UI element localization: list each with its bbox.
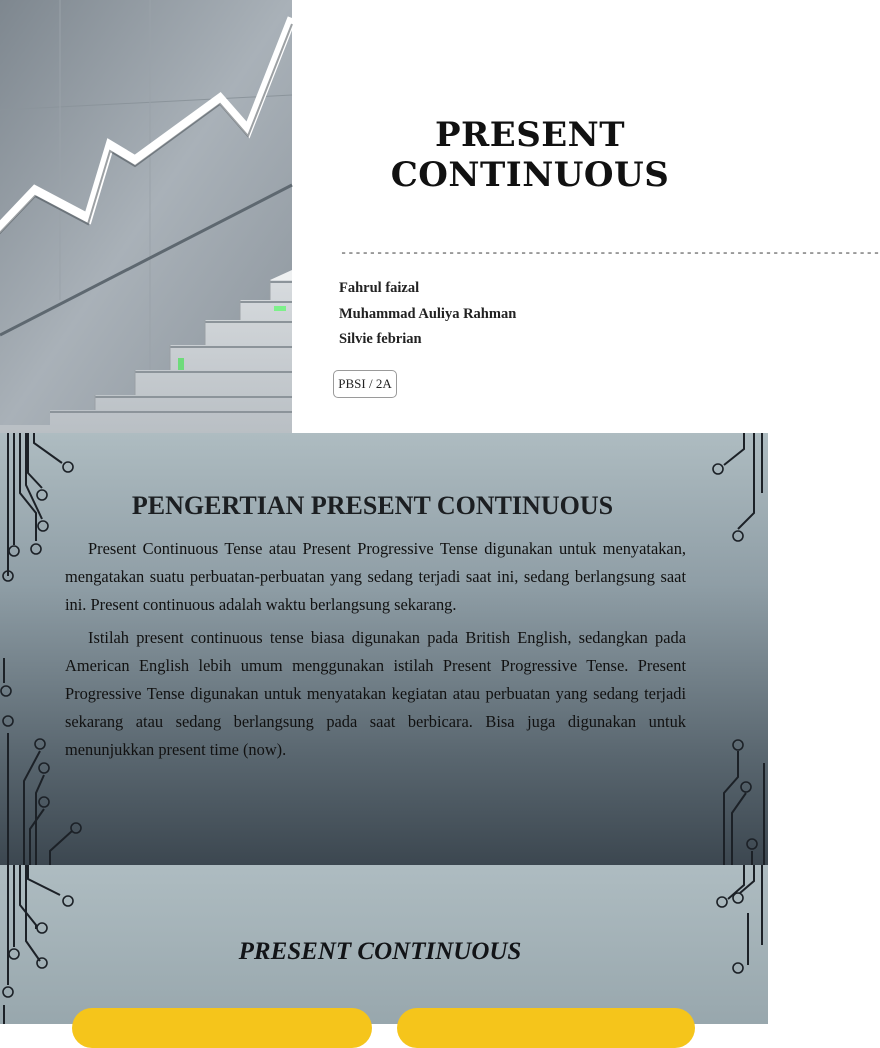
section-slide <box>0 865 768 1024</box>
author-name: Fahrul faizal <box>339 280 420 296</box>
slide-heading: PRESENT CONTINUOUS <box>238 937 522 965</box>
yellow-card <box>397 1008 695 1048</box>
staircase-arrow-photo <box>0 0 292 433</box>
presentation-title <box>380 115 680 195</box>
paragraph: Istilah present continuous tense biasa digunakan pada British English, sedangkan pada American English lebih umum menggunakan istilah Present Progressive Tense. Present Progressive Tense digunakan untuk menyatakan kegiatan atau perbuatan yang sedang terjadi sekarang atau sedang berlangsung pada saat berbicara. Bisa juga digunakan untuk menunjukkan present time (now). <box>65 628 686 759</box>
staircase-arrow-image <box>0 0 292 433</box>
class-badge: PBSI / 2A <box>333 370 397 398</box>
slide-heading: PENGERTIAN PRESENT CONTINUOUS <box>131 490 614 520</box>
author-name: Muhammad Auliya Rahman <box>339 305 517 322</box>
definition-text <box>65 535 686 769</box>
title-slide <box>0 0 880 433</box>
paragraph: Present Continuous Tense atau Present Progressive Tense digunakan untuk menyatakan, mengatakan suatu perbuatan-perbuatan yang sedang terjadi saat ini, sedang berlangsung saat ini. Present continuous adalah waktu berlangsung sekarang. <box>65 539 686 614</box>
title-line-2: CONTINUOUS <box>390 154 670 195</box>
author-name: Silvie febrian <box>339 331 422 347</box>
author-list <box>339 278 516 355</box>
separator-line: --------------------------------------------------------------------------- <box>340 246 880 260</box>
definition-slide <box>0 433 768 865</box>
yellow-card <box>72 1008 372 1048</box>
title-line-1: PRESENT <box>434 114 626 155</box>
